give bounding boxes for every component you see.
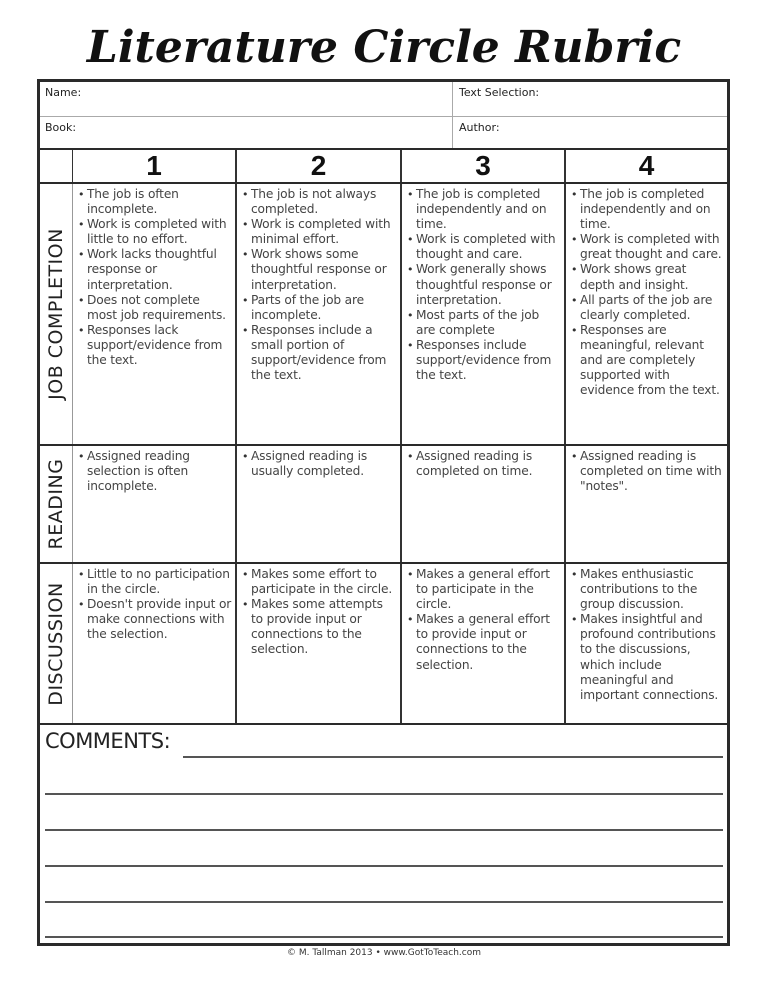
row-job-completion xyxy=(40,184,727,446)
author-label: Author: xyxy=(459,121,500,134)
criteria-item: • Little to no participation in the circle. xyxy=(77,567,232,597)
criteria-item: • Responses are meaningful, relevant and are completely supported with evidence from the text. xyxy=(570,323,724,398)
rubric-cell-score-3 xyxy=(402,446,566,562)
criteria-list xyxy=(406,187,561,383)
criteria-item: • Work is completed with little to no effort. xyxy=(77,217,232,247)
criteria-list xyxy=(570,187,724,398)
criteria-item: • Doesn't provide input or make connections with the selection. xyxy=(77,597,232,642)
criteria-item: • Assigned reading is usually completed. xyxy=(241,449,397,479)
criteria-item: • Assigned reading selection is often incomplete. xyxy=(77,449,232,494)
comment-line-6[interactable] xyxy=(45,936,723,938)
criteria-item: • Responses include support/evidence from the text. xyxy=(406,338,561,383)
comments-label: COMMENTS: xyxy=(45,729,171,753)
rubric-cell-score-4 xyxy=(566,184,727,444)
criteria-list xyxy=(77,567,232,642)
rubric-cell-score-1 xyxy=(73,564,237,723)
text-selection-field[interactable] xyxy=(453,82,730,116)
comment-line-1[interactable] xyxy=(183,756,723,758)
row-reading xyxy=(40,446,727,564)
score-header-2: 2 xyxy=(237,150,402,182)
criteria-item: • Does not complete most job requirements. xyxy=(77,293,232,323)
criteria-item: • Work is completed with great thought and care. xyxy=(570,232,724,262)
criteria-item: • Responses include a small portion of support/evidence from the text. xyxy=(241,323,397,383)
info-row-name xyxy=(40,82,727,117)
criteria-list xyxy=(77,187,232,368)
criteria-item: • All parts of the job are clearly completed. xyxy=(570,293,724,323)
criteria-list xyxy=(406,449,561,479)
rubric-cell-score-4 xyxy=(566,446,727,562)
rubric-cell-score-1 xyxy=(73,184,237,444)
name-field[interactable] xyxy=(40,82,453,116)
comment-line-5[interactable] xyxy=(45,901,723,903)
comment-line-3[interactable] xyxy=(45,829,723,831)
criteria-item: • Work is completed with minimal effort. xyxy=(241,217,397,247)
name-label: Name: xyxy=(45,86,82,99)
score-header-row xyxy=(40,150,727,184)
comment-line-2[interactable] xyxy=(45,793,723,795)
criteria-item: • Makes a general effort to participate in the circle. xyxy=(406,567,561,612)
criteria-item: • Assigned reading is completed on time with "notes". xyxy=(570,449,724,494)
page-title: Literature Circle Rubric xyxy=(86,22,682,73)
row-label-discussion: DISCUSSION xyxy=(40,564,73,723)
copyright-footer: © M. Tallman 2013 • www.GotToTeach.com xyxy=(286,948,481,958)
criteria-item: • Work generally shows thoughtful response or interpretation. xyxy=(406,262,561,307)
comment-line-4[interactable] xyxy=(45,865,723,867)
criteria-item: • Assigned reading is completed on time. xyxy=(406,449,561,479)
rubric-cell-score-2 xyxy=(237,564,402,723)
criteria-item: • The job is not always completed. xyxy=(241,187,397,217)
criteria-list xyxy=(241,449,397,479)
row-label-reading: READING xyxy=(40,446,73,562)
score-header-3: 3 xyxy=(402,150,566,182)
criteria-item: • Responses lack support/evidence from the text. xyxy=(77,323,232,368)
rubric-cell-score-1 xyxy=(73,446,237,562)
rubric-cell-score-3 xyxy=(402,184,566,444)
author-field[interactable] xyxy=(453,117,730,148)
criteria-item: • The job is completed independently and on time. xyxy=(406,187,561,232)
row-label-job-completion: JOB COMPLETION xyxy=(40,184,73,444)
criteria-list xyxy=(406,567,561,673)
comments-section xyxy=(40,723,727,943)
criteria-item: • Most parts of the job are complete xyxy=(406,308,561,338)
criteria-item: • The job is completed independently and on time. xyxy=(570,187,724,232)
criteria-item: • The job is often incomplete. xyxy=(77,187,232,217)
header-blank-cell xyxy=(40,150,73,182)
text-selection-label: Text Selection: xyxy=(459,86,540,99)
info-row-book xyxy=(40,117,727,150)
book-field[interactable] xyxy=(40,117,453,148)
criteria-item: • Work shows great depth and insight. xyxy=(570,262,724,292)
rubric-cell-score-3 xyxy=(402,564,566,723)
criteria-list xyxy=(241,567,397,658)
rubric-cell-score-4 xyxy=(566,564,727,723)
score-header-4: 4 xyxy=(638,150,655,181)
criteria-item: • Makes insightful and profound contributions to the discussions, which include meaningful and important connections. xyxy=(570,612,724,703)
rubric-cell-score-2 xyxy=(237,184,402,444)
criteria-list xyxy=(570,567,724,703)
row-discussion xyxy=(40,564,727,725)
criteria-item: • Makes a general effort to provide input or connections to the selection. xyxy=(406,612,561,672)
book-label: Book: xyxy=(45,121,77,134)
criteria-item: • Makes enthusiastic contributions to the group discussion. xyxy=(570,567,724,612)
criteria-item: • Makes some attempts to provide input or connections to the selection. xyxy=(241,597,397,657)
rubric-sheet xyxy=(37,79,730,946)
criteria-item: • Work is completed with thought and care. xyxy=(406,232,561,262)
criteria-list xyxy=(241,187,397,383)
criteria-list xyxy=(570,449,724,494)
score-header-1: 1 xyxy=(73,150,237,182)
criteria-item: • Work shows some thoughtful response or interpretation. xyxy=(241,247,397,292)
criteria-item: • Parts of the job are incomplete. xyxy=(241,293,397,323)
rubric-cell-score-2 xyxy=(237,446,402,562)
criteria-item: • Makes some effort to participate in the circle. xyxy=(241,567,397,597)
criteria-list xyxy=(77,449,232,494)
criteria-item: • Work lacks thoughtful response or interpretation. xyxy=(77,247,232,292)
